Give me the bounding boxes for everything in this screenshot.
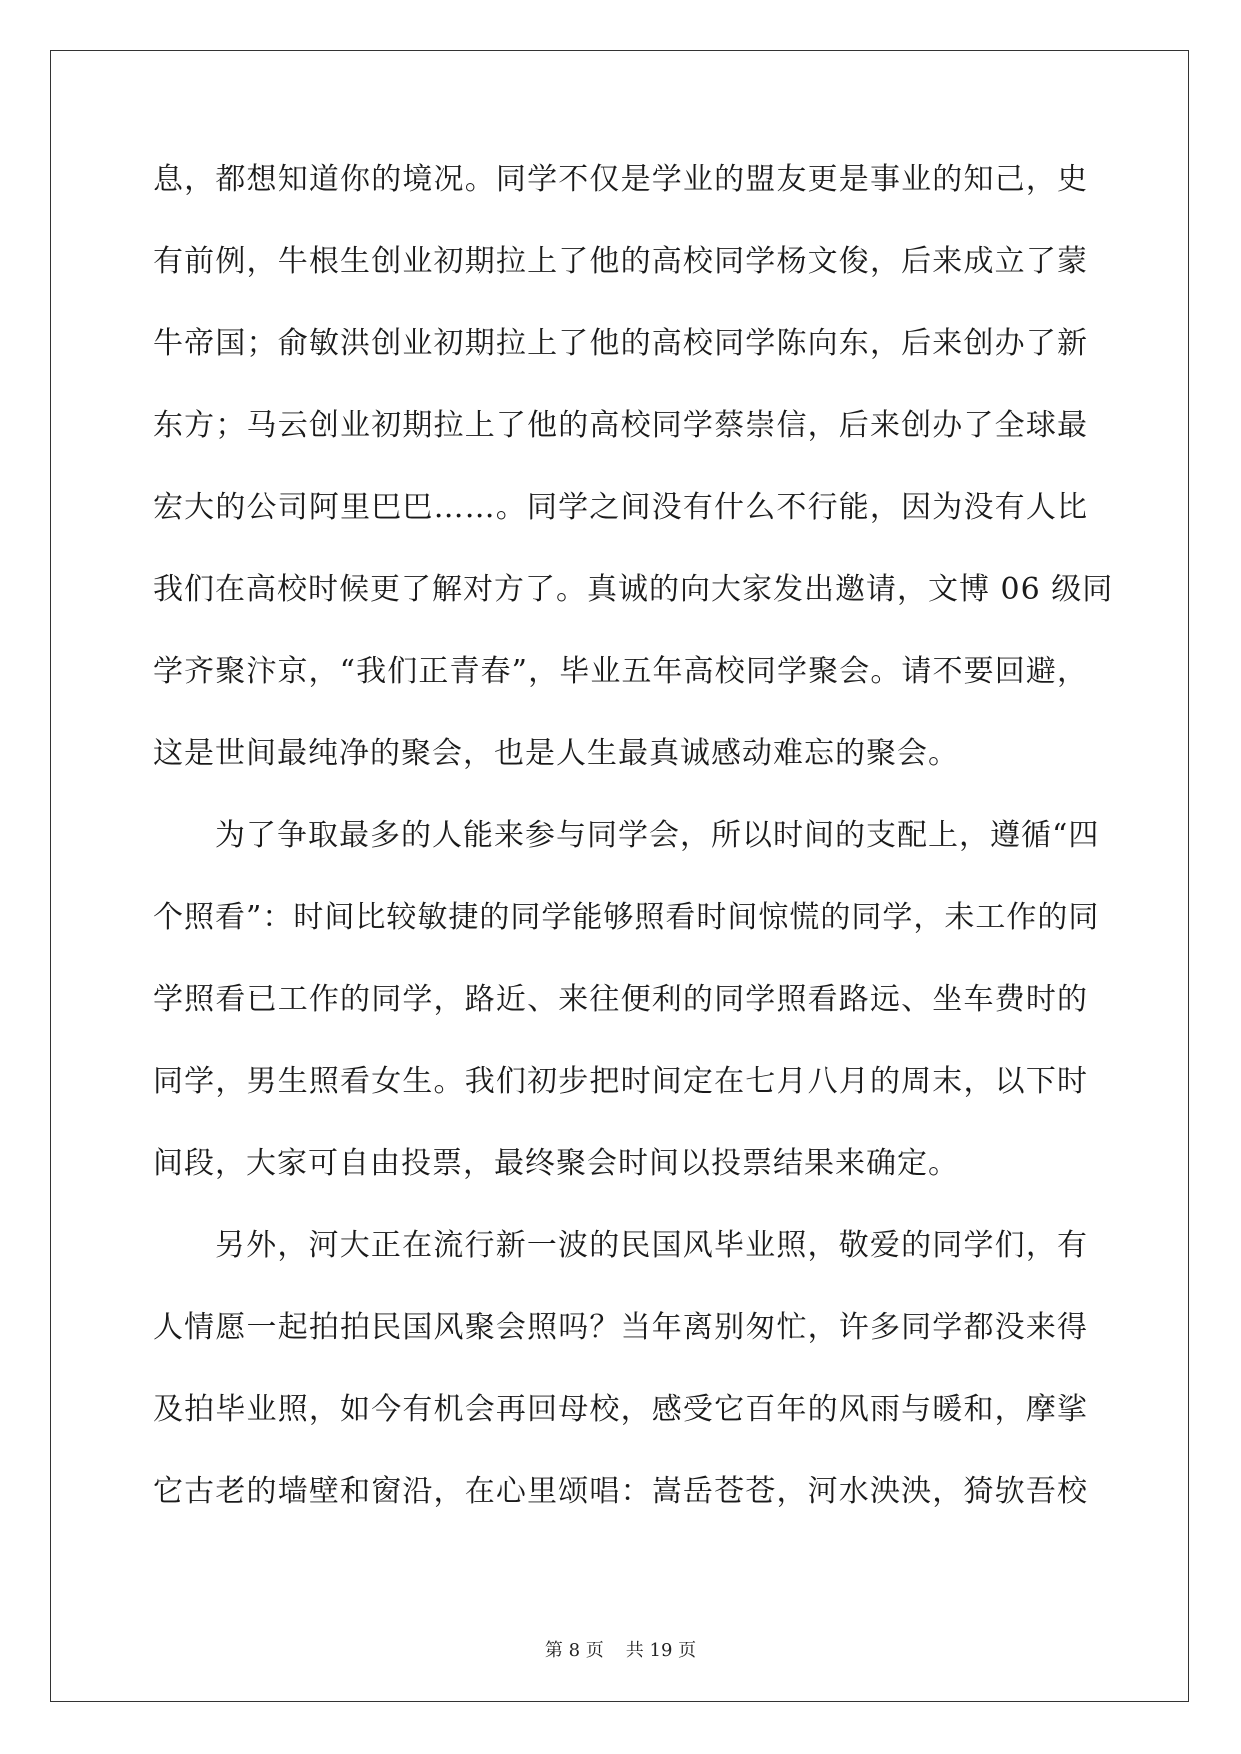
text-line: 学齐聚汴京，“我们正青春”，毕业五年高校同学聚会。请不要回避， (153, 654, 1088, 689)
page-total: 共 19 页 (625, 1640, 697, 1661)
text-line: 牛帝国；俞敏洪创业初期拉上了他的高校同学陈向东，后来创办了新 (153, 326, 1088, 361)
paragraph-start-line: 为了争取最多的人能来参与同学会，所以时间的支配上，遵循“四 (215, 818, 1100, 853)
text-line: 这是世间最纯净的聚会，也是人生最真诚感动难忘的聚会。 (153, 736, 959, 771)
text-line: 学照看已工作的同学，路近、来往便利的同学照看路远、坐车费时的 (153, 982, 1088, 1017)
text-line: 及拍毕业照，如今有机会再回母校，感受它百年的风雨与暖和，摩挲 (153, 1392, 1088, 1427)
text-line: 它古老的墙壁和窗沿，在心里颂唱：嵩岳苍苍，河水泱泱，猗欤吾校 (153, 1474, 1088, 1509)
page-footer (0, 1636, 1241, 1662)
text-line: 东方；马云创业初期拉上了他的高校同学蔡崇信，后来创办了全球最 (153, 408, 1088, 443)
page-number: 第 8 页 (544, 1640, 604, 1661)
text-line: 我们在高校时候更了解对方了。真诚的向大家发出邀请，文博 06 级同 (153, 572, 1114, 607)
text-line: 间段，大家可自由投票，最终聚会时间以投票结果来确定。 (153, 1146, 959, 1181)
body-text (153, 150, 1114, 1544)
text-line: 同学，男生照看女生。我们初步把时间定在七月八月的周末，以下时 (153, 1064, 1088, 1099)
text-line: 息，都想知道你的境况。同学不仅是学业的盟友更是事业的知己，史 (153, 162, 1088, 197)
text-line: 宏大的公司阿里巴巴……。同学之间没有什么不行能，因为没有人比 (153, 490, 1088, 525)
text-line: 个照看”：时间比较敏捷的同学能够照看时间惊慌的同学，未工作的同 (153, 900, 1100, 935)
text-line: 人情愿一起拍拍民国风聚会照吗？当年离别匆忙，许多同学都没来得 (153, 1310, 1088, 1345)
paragraph-start-line: 另外，河大正在流行新一波的民国风毕业照，敬爱的同学们，有 (215, 1228, 1088, 1263)
text-line: 有前例，牛根生创业初期拉上了他的高校同学杨文俊，后来成立了蒙 (153, 244, 1088, 279)
